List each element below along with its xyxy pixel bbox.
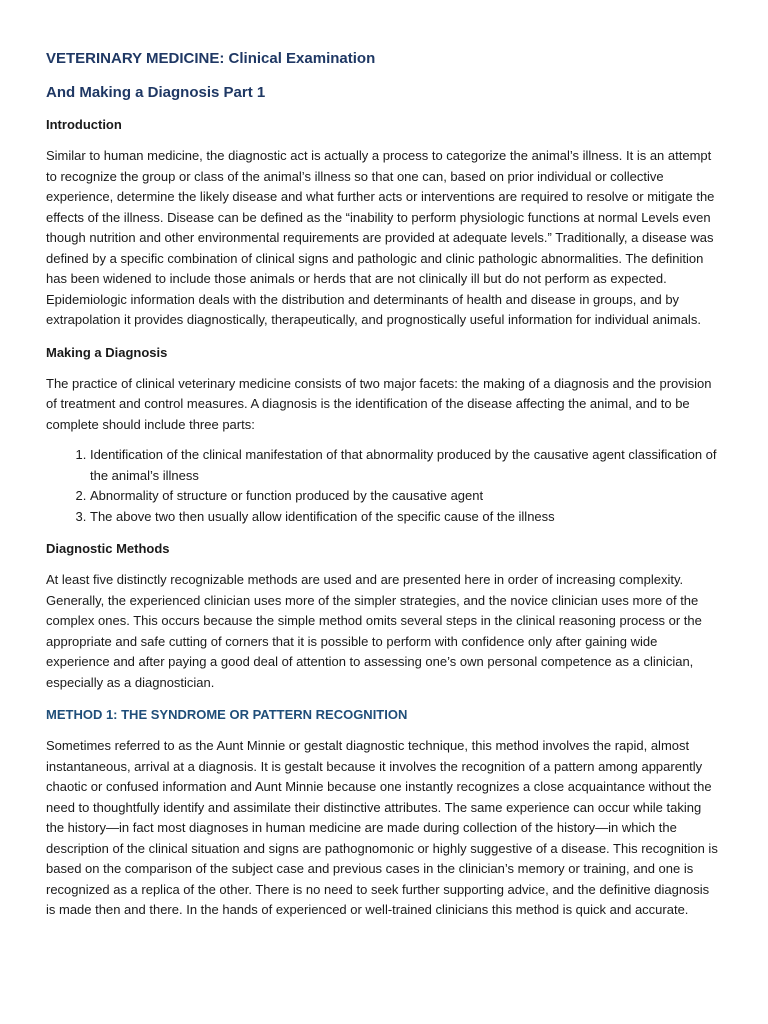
introduction-heading: Introduction bbox=[46, 117, 122, 132]
method-1-paragraph: Sometimes referred to as the Aunt Minnie or gestalt diagnostic technique, this method involves the rapid, almost instantaneous, arrival at a diagnosis. It is gestalt because it involves the recognition of a pattern among apparently chaotic or confused information and Aunt Minnie because one instantly recognizes a close acquaintance without the need to thoughtfully identify and assimilate their distinctive attributes. The same experience can occur while taking the history—in fact most diagnoses in human medicine are made during collection of the history—in which the description of the clinical situation and signs are pathognomonic or highly suggestive of a disease. This recognition is based on the comparison of the subject case and previous cases in the clinician’s memory or training, and one is recognized as a replica of the other. There is no need to seek further supporting advice, and the definitive diagnosis is made then and there. In the hands of experienced or well-trained clinicians this method is quick and accurate. bbox=[46, 738, 718, 917]
making-diagnosis-heading: Making a Diagnosis bbox=[46, 344, 168, 360]
document-subtitle: And Making a Diagnosis Part 1 bbox=[46, 84, 266, 101]
document-title bbox=[46, 49, 722, 69]
making-diagnosis-paragraph: The practice of clinical veterinary medicine consists of two major facets: the making of a diagnosis and the provision of treatment and control measures. A diagnosis is the identification of the disease affecting the animal, and to be complete should include three parts: bbox=[46, 375, 712, 432]
diagnostic-methods-paragraph: At least five distinctly recognizable methods are used and are presented here in order of increasing complexity. Generally, the experienced clinician uses more of the simpler strategies, and the novice clinician uses more of the complex ones. This occurs because the simple method omits several steps in the clinical reasoning process or the appropriate and safe cutting of corners that it is possible to perform with confidence only after gaining wide experience and after paying a good deal of attention to assessing one’s own personal competence as a clinician, especially as a diagnostician. bbox=[46, 572, 702, 690]
method-1-heading: METHOD 1: THE SYNDROME OR PATTERN RECOGNITION bbox=[46, 707, 408, 722]
list-item: 2. Abnormality of structure or function produced by the causative agent bbox=[90, 486, 722, 507]
list-item: 3. The above two then usually allow identification of the specific cause of the illness bbox=[90, 507, 722, 528]
title-rest: Clinical Examination bbox=[224, 50, 376, 67]
diagnosis-parts-list bbox=[46, 445, 722, 527]
introduction-paragraph: Similar to human medicine, the diagnostic act is actually a process to categorize the animal’s illness. It is an attempt to recognize the group or class of the animal’s illness so that one can, based on prior individual or collective experience, determine the likely disease and what further acts or interventions are required to resolve or mitigate the effects of the illness. Disease can be defined as the “inability to perform physiologic functions at normal Levels even though nutrition and other environmental requirements are provided at adequate levels.” Traditionally, a disease was defined by a specific combination of clinical signs and pathologic and clinic pathologic abnormalities. The definition has been widened to include those animals or herds that are not clinically ill but do not perform as expected. Epidemiologic information deals with the distribution and determinants of health and disease in groups, and by extrapolation it provides diagnostically, therapeutically, and prognostically useful information for individual animals. bbox=[46, 148, 715, 327]
title-prefix: VETERINARY MEDICINE: bbox=[46, 50, 225, 67]
list-item: 1. Identification of the clinical manifestation of that abnormality produced by the causative agent classification of the animal’s illness bbox=[90, 445, 722, 486]
diagnostic-methods-heading: Diagnostic Methods bbox=[46, 541, 170, 556]
